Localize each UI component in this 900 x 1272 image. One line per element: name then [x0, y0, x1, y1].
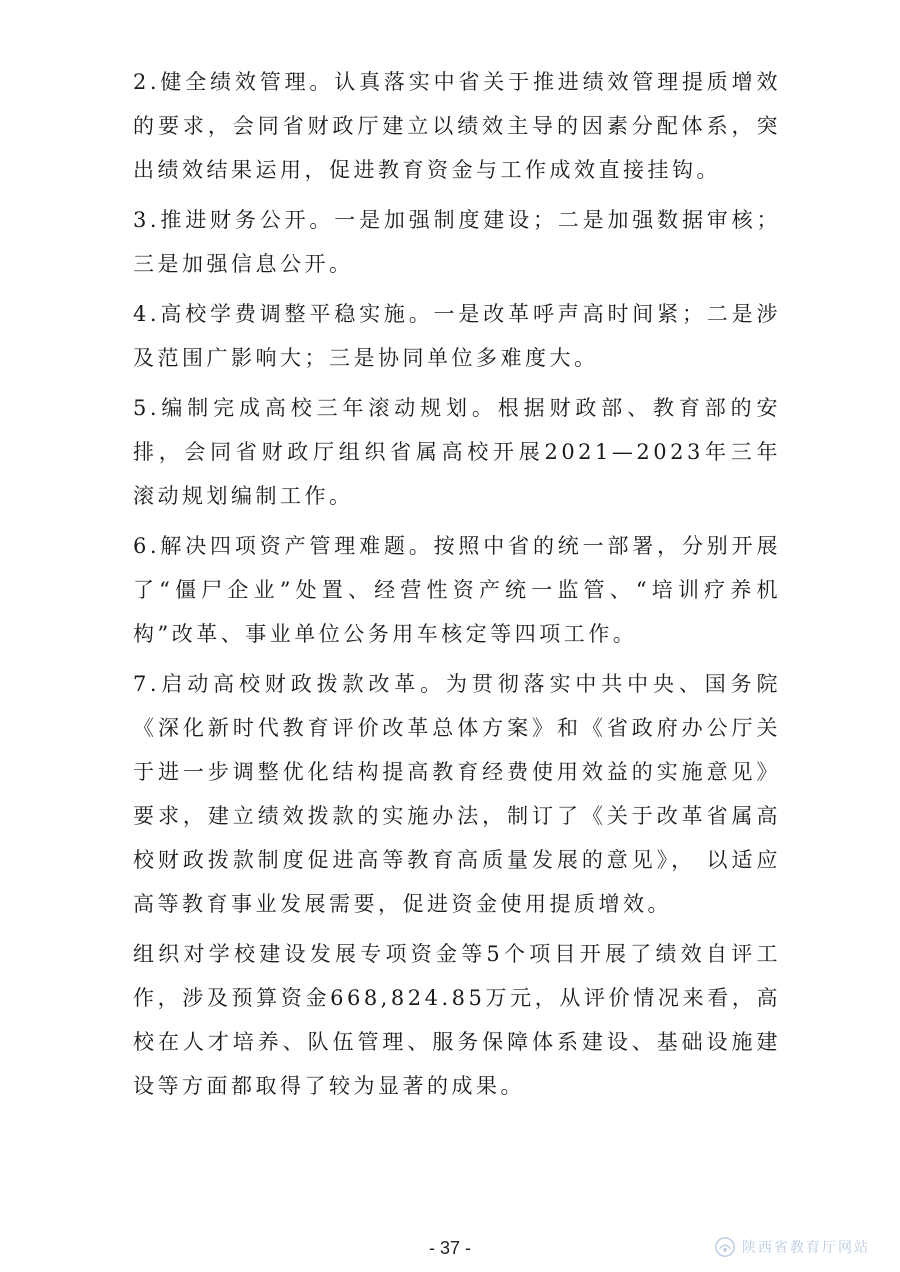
paragraph-asset-management: 6.解决四项资产管理难题。按照中省的统一部署，分别开展了“僵尸企业”处置、经营性资产统一监管、“培训疗养机构”改革、事业单位公务用车核定等四项工作。 — [133, 534, 781, 646]
paragraph-self-evaluation: 组织对学校建设发展专项资金等5个项目开展了绩效自评工作，涉及预算资金668,824.85万元，从评价情况来看，高校在人才培养、队伍管理、服务保障体系建设、基础设施建设等方面都取得了较为显著的成果。 — [133, 942, 781, 1098]
page-number: - 37 - — [428, 1238, 471, 1258]
watermark — [714, 1236, 870, 1258]
paragraph-rolling-plan: 5.编制完成高校三年滚动规划。根据财政部、教育部的安排，会同省财政厅组织省属高校开展2021—2023年三年滚动规划编制工作。 — [133, 396, 781, 508]
paragraph-financial-disclosure: 3.推进财务公开。一是加强制度建设；二是加强数据审核；三是加强信息公开。 — [133, 208, 781, 276]
paragraph-tuition-adjustment: 4.高校学费调整平稳实施。一是改革呼声高时间紧；二是涉及范围广影响大；三是协同单位多难度大。 — [133, 302, 781, 370]
paragraph-funding-reform: 7.启动高校财政拨款改革。为贯彻落实中共中央、国务院《深化新时代教育评价改革总体方案》和《省政府办公厅关于进一步调整优化结构提高教育经费使用效益的实施意见》要求，建立绩效拨款的实施办法，制订了《关于改革省属高校财政拨款制度促进高等教育高质量发展的意见》， 以适应高等教育事业发展需要，促进资金使用提质增效。 — [133, 672, 781, 916]
logo-icon — [714, 1236, 736, 1258]
watermark-text: 陕西省教育厅网站 — [742, 1240, 870, 1256]
document-body — [133, 60, 781, 1114]
paragraph-performance-management: 2.健全绩效管理。认真落实中省关于推进绩效管理提质增效的要求，会同省财政厅建立以绩效主导的因素分配体系，突出绩效结果运用，促进教育资金与工作成效直接挂钩。 — [133, 70, 781, 182]
